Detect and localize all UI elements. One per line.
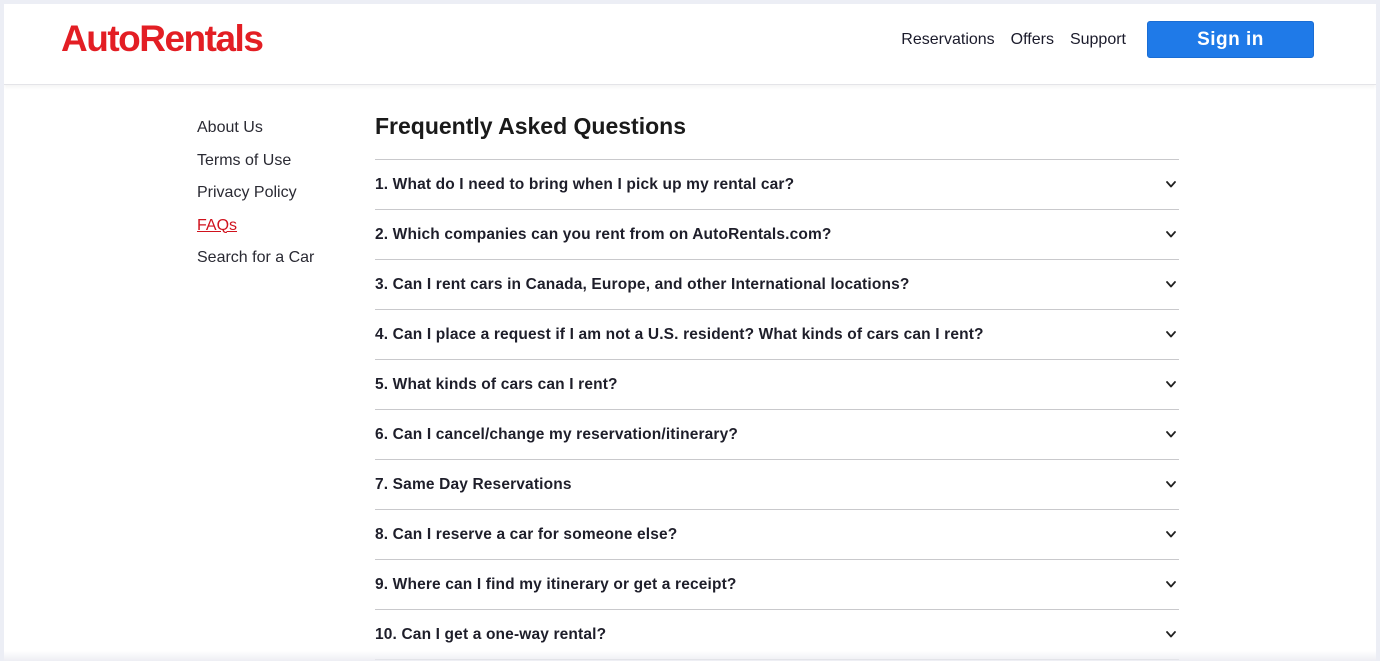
faq-question: 6. Can I cancel/change my reservation/itinerary?: [375, 425, 738, 443]
site-header: [4, 4, 1376, 85]
faq-question: 9. Where can I find my itinerary or get a receipt?: [375, 575, 737, 593]
faq-question: 7. Same Day Reservations: [375, 475, 572, 493]
chevron-down-icon[interactable]: [1166, 230, 1176, 240]
sidebar-item-about-us[interactable]: About Us: [197, 119, 263, 136]
nav-reservations[interactable]: Reservations: [901, 31, 995, 48]
sidebar: [197, 118, 347, 281]
faq-item[interactable]: [375, 510, 1179, 560]
top-nav: [901, 30, 1126, 50]
chevron-down-icon[interactable]: [1166, 180, 1176, 190]
faq-question: 2. Which companies can you rent from on AutoRentals.com?: [375, 225, 832, 243]
faq-item[interactable]: [375, 260, 1179, 310]
faq-question: 3. Can I rent cars in Canada, Europe, and other International locations?: [375, 275, 910, 293]
faq-item[interactable]: [375, 210, 1179, 260]
chevron-down-icon[interactable]: [1166, 280, 1176, 290]
sidebar-item-search-for-a-car[interactable]: Search for a Car: [197, 249, 315, 266]
faq-question: 8. Can I reserve a car for someone else?: [375, 525, 678, 543]
faq-item[interactable]: [375, 560, 1179, 610]
autorentals-logo[interactable]: AutoRentals: [61, 18, 263, 59]
chevron-down-icon[interactable]: [1166, 480, 1176, 490]
faq-item[interactable]: [375, 410, 1179, 460]
faq-question: 5. What kinds of cars can I rent?: [375, 375, 618, 393]
page-frame: [4, 4, 1376, 661]
chevron-down-icon[interactable]: [1166, 330, 1176, 340]
faq-item[interactable]: [375, 460, 1179, 510]
faq-question: 10. Can I get a one-way rental?: [375, 625, 607, 643]
chevron-down-icon[interactable]: [1166, 530, 1176, 540]
faq-accordion: [375, 159, 1179, 660]
chevron-down-icon[interactable]: [1166, 430, 1176, 440]
faq-item[interactable]: [375, 360, 1179, 410]
sign-in-button[interactable]: Sign in: [1147, 21, 1314, 58]
chevron-down-icon[interactable]: [1166, 580, 1176, 590]
nav-offers[interactable]: Offers: [1010, 31, 1054, 48]
sidebar-item-privacy-policy[interactable]: Privacy Policy: [197, 184, 297, 201]
faq-item[interactable]: [375, 310, 1179, 360]
sidebar-item-terms-of-use[interactable]: Terms of Use: [197, 151, 292, 169]
faq-question: 1. What do I need to bring when I pick up my rental car?: [375, 175, 795, 193]
sidebar-item-faqs[interactable]: FAQs: [197, 216, 238, 234]
faq-item[interactable]: [375, 160, 1179, 210]
chevron-down-icon[interactable]: [1166, 380, 1176, 390]
chevron-down-icon[interactable]: [1166, 630, 1176, 640]
faq-item[interactable]: [375, 610, 1179, 660]
page-title: Frequently Asked Questions: [375, 113, 686, 139]
nav-support[interactable]: Support: [1069, 31, 1126, 48]
faq-question: 4. Can I place a request if I am not a U.S. resident? What kinds of cars can I rent?: [375, 325, 984, 343]
